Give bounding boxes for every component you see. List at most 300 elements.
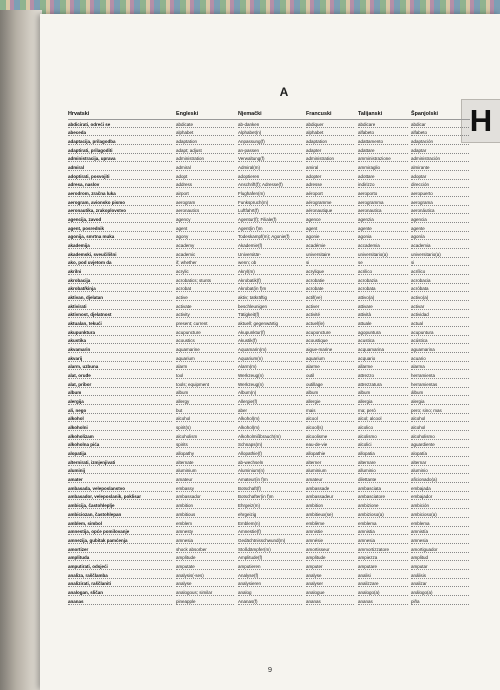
table-row	[68, 328, 470, 337]
cell-croatian: akrobat/kinja	[68, 286, 172, 292]
cell-german: ab-danken	[238, 122, 302, 128]
cell-german: Alphabet(n)	[238, 130, 302, 136]
cell-french: universitaire	[306, 252, 354, 258]
cell-german: Aluminium(n)	[238, 468, 302, 474]
cell-spanish: aeropuerto	[411, 191, 469, 197]
column-header-german: Njemački	[238, 111, 262, 117]
cell-french: amortisseur	[306, 547, 354, 553]
cell-spanish: alcoholismo	[411, 434, 469, 440]
cell-italian: acrobata	[358, 286, 408, 292]
cell-english: allopathy	[176, 451, 234, 457]
cell-english: agency	[176, 217, 234, 223]
cell-croatian: adresa, naslov	[68, 182, 172, 188]
cell-german: Tätigkeit(f)	[238, 312, 302, 318]
cell-croatian: aeronautika, zrakoplovstvo	[68, 208, 172, 214]
table-row	[68, 371, 470, 380]
cell-english: acupuncture	[176, 330, 234, 336]
cell-italian: aeronautica	[358, 208, 408, 214]
cell-croatian: alkoholna pića	[68, 442, 172, 448]
cell-german: Werkzeug(n)	[238, 382, 302, 388]
cell-italian: attrezzo	[358, 373, 408, 379]
cell-spanish: ambición	[411, 503, 469, 509]
cell-spanish: academia	[411, 243, 469, 249]
cell-croatian: aktivnost, djelatnost	[68, 312, 172, 318]
cell-french: allergie	[306, 399, 354, 405]
cell-french: amiral	[306, 165, 354, 171]
table-row	[68, 467, 470, 476]
table-row	[68, 562, 470, 571]
table-row	[68, 337, 470, 346]
cell-english: alternate	[176, 460, 234, 466]
table-row	[68, 510, 470, 519]
cell-french: actuel(le)	[306, 321, 354, 327]
cell-english: acrobat	[176, 286, 234, 292]
cell-german: Anpassung(f)	[238, 139, 302, 145]
cell-croatian: akvarij	[68, 356, 172, 362]
cell-croatian: aktivirati	[68, 304, 172, 310]
cell-german: Botschafter(in f)m	[238, 494, 302, 500]
cell-spanish: alcohol	[411, 425, 469, 431]
cell-italian: allergia	[358, 399, 408, 405]
cell-spanish: alopatía	[411, 451, 469, 457]
cell-french: aéronautique	[306, 208, 354, 214]
cell-italian: ambasciatore	[358, 494, 408, 500]
cell-spanish: embajada	[411, 486, 469, 492]
cell-spanish: acuario	[411, 356, 469, 362]
cell-croatian: ambasador, veleposlanik, poklisar	[68, 494, 172, 500]
cell-german: beschleunigen	[238, 304, 302, 310]
table-row	[68, 345, 470, 354]
cell-croatian: admiral	[68, 165, 172, 171]
cell-italian: acquario	[358, 356, 408, 362]
cell-french: adaptation	[306, 139, 354, 145]
cell-german: Admiral(m)	[238, 165, 302, 171]
cell-german: aktiv; tatkräftig	[238, 295, 302, 301]
cell-italian: abdicare	[358, 122, 408, 128]
cell-english: acrylic	[176, 269, 234, 275]
cell-french: acuponcture	[306, 330, 354, 336]
cell-french: emblème	[306, 521, 354, 527]
cell-spanish: análogo(a)	[411, 590, 469, 596]
cell-english: airport	[176, 191, 234, 197]
table-row	[68, 354, 470, 363]
cell-german: Akrobatik(f)	[238, 278, 302, 284]
cell-english: album	[176, 390, 234, 396]
cell-italian: agopuntura	[358, 330, 408, 336]
cell-italian: aeroporto	[358, 191, 408, 197]
cell-croatian: amplituda	[68, 555, 172, 561]
cell-french: actif(ve)	[306, 295, 354, 301]
cell-italian: attività	[358, 312, 408, 318]
cell-french: aquarium	[306, 356, 354, 362]
cell-english: adapt; adjust	[176, 148, 234, 154]
cell-italian: allopatia	[358, 451, 408, 457]
cell-english: ambition	[176, 503, 234, 509]
column-header-italian: Talijanski	[358, 111, 383, 117]
cell-croatian: akvamarin	[68, 347, 172, 353]
cell-french: acrylique	[306, 269, 354, 275]
cell-spanish: adaptar	[411, 148, 469, 154]
cell-german: Werkzeug(n)	[238, 373, 302, 379]
cell-italian: amministrazione	[358, 156, 408, 162]
cell-french: outillage	[306, 382, 354, 388]
column-header-english: Engleski	[176, 111, 199, 117]
cell-german: Ananas(f)	[238, 599, 302, 605]
table-row	[68, 120, 470, 129]
table-row	[68, 588, 470, 597]
cell-croatian: akademski, sveučilišni	[68, 252, 172, 258]
cell-english: agent	[176, 226, 234, 232]
cell-italian: agonia	[358, 234, 408, 240]
cell-french: activité	[306, 312, 354, 318]
cell-croatian: alkoholizam	[68, 434, 172, 440]
cell-french: acoustique	[306, 338, 354, 344]
cell-french: alcool	[306, 416, 354, 422]
table-row	[68, 432, 470, 441]
cell-croatian: adaptirati, prilagoditi	[68, 148, 172, 154]
cell-german: Akademie(f)	[238, 243, 302, 249]
cell-spanish: acupuntura	[411, 330, 469, 336]
table-row	[68, 484, 470, 493]
cell-spanish: herramienta	[411, 373, 469, 379]
cell-english: adopt	[176, 174, 234, 180]
cell-german: Amplitude(f)	[238, 555, 302, 561]
table-row	[68, 285, 470, 294]
cell-german: Akrobat(in f)m	[238, 286, 302, 292]
cell-italian: accademia	[358, 243, 408, 249]
cell-italian: alternare	[358, 460, 408, 466]
dictionary-page	[40, 14, 500, 690]
cell-spanish: pero; sino; mas	[411, 408, 469, 414]
cell-english: present; current	[176, 321, 234, 327]
cell-spanish: agonía	[411, 234, 469, 240]
cell-english: adaptation	[176, 139, 234, 145]
cell-italian: alcolismo	[358, 434, 408, 440]
cell-italian: acustica	[358, 338, 408, 344]
cell-spanish: herramientas	[411, 382, 469, 388]
cell-english: allergy	[176, 399, 234, 405]
table-row	[68, 224, 470, 233]
table-row	[68, 293, 470, 302]
table-row	[68, 215, 470, 224]
cell-croatian: alkohol	[68, 416, 172, 422]
cell-english: aquamarine	[176, 347, 234, 353]
table-row	[68, 493, 470, 502]
cell-spanish: actividad	[411, 312, 469, 318]
section-letter-heading: A	[279, 85, 289, 99]
cell-croatian: aktualan, tekući	[68, 321, 172, 327]
cell-german: wenn; ob	[238, 260, 302, 266]
cell-german: aber	[238, 408, 302, 414]
cell-spanish: universitario(a)	[411, 252, 469, 258]
cell-croatian: amnestija, opće pomilovanje	[68, 529, 172, 535]
cell-italian: ampiezza	[358, 555, 408, 561]
cell-english: administration	[176, 156, 234, 162]
column-header-french: Francuski	[306, 111, 332, 117]
cell-spanish: adaptación	[411, 139, 469, 145]
cell-italian: dilettante	[358, 477, 408, 483]
cell-spanish: almirante	[411, 165, 469, 171]
cell-spanish: ambicioso(a)	[411, 512, 469, 518]
table-row	[68, 424, 470, 433]
cell-german: amputieren	[238, 564, 302, 570]
cell-spanish: si	[411, 260, 469, 266]
cell-spanish: aeronáutica	[411, 208, 469, 214]
cell-italian: attivo(a)	[358, 295, 408, 301]
cell-croatian: abeceda	[68, 130, 172, 136]
column-header-croatian: Hrvatski	[68, 111, 90, 117]
table-row	[68, 189, 470, 198]
cell-spanish: abdicar	[411, 122, 469, 128]
cell-spanish: amortiguador	[411, 547, 469, 553]
cell-spanish: analizar	[411, 581, 469, 587]
cell-french: eau-de-vie	[306, 442, 354, 448]
thumb-index-letter: H	[469, 103, 493, 138]
cell-english: activate	[176, 304, 234, 310]
cell-english: aeronautics	[176, 208, 234, 214]
cell-english: alphabet	[176, 130, 234, 136]
cell-german: Agent(in f)m	[238, 226, 302, 232]
table-row	[68, 458, 470, 467]
entry-list	[68, 119, 470, 606]
cell-french: ambition	[306, 503, 354, 509]
cell-italian: aerogramma	[358, 200, 408, 206]
cell-french: amputer	[306, 564, 354, 570]
table-row	[68, 198, 470, 207]
cell-english: acoustics	[176, 338, 234, 344]
cell-german: Allergie(f)	[238, 399, 302, 405]
cell-german: Akustik(f)	[238, 338, 302, 344]
cell-french: analogue	[306, 590, 354, 596]
cell-german: an-passen	[238, 148, 302, 154]
cell-italian: attrezzatura	[358, 382, 408, 388]
cell-french: aigue-marine	[306, 347, 354, 353]
cell-italian: agente	[358, 226, 408, 232]
cell-croatian: agonija, smrtna muka	[68, 234, 172, 240]
cell-french: agence	[306, 217, 354, 223]
cell-german: Schnaps(m)	[238, 442, 302, 448]
cell-spanish: embajador	[411, 494, 469, 500]
cell-french: analyse	[306, 573, 354, 579]
column-header-spanish: Španjolski	[411, 111, 438, 117]
cell-croatian: alat, pribor	[68, 382, 172, 388]
cell-italian: alcolico	[358, 425, 408, 431]
cell-german: Emblem(n)	[238, 521, 302, 527]
cell-german: Luftfahrt(f)	[238, 208, 302, 214]
table-row	[68, 233, 470, 242]
table-row	[68, 441, 470, 450]
cell-german: Funkspruch(m)	[238, 200, 302, 206]
cell-german: adoptieren	[238, 174, 302, 180]
cell-croatian: akrilni	[68, 269, 172, 275]
cell-italian: emblema	[358, 521, 408, 527]
cell-english: analyse	[176, 581, 234, 587]
cell-french: mais	[306, 408, 354, 414]
table-row	[68, 406, 470, 415]
cell-english: spirits	[176, 442, 234, 448]
cell-spanish: emblema	[411, 521, 469, 527]
cell-english: activity	[176, 312, 234, 318]
cell-italian: ma; però	[358, 408, 408, 414]
cell-english: but	[176, 408, 234, 414]
cell-french: académie	[306, 243, 354, 249]
cell-german: Gedächtnisschwund(m)	[238, 538, 302, 544]
cell-spanish: alergia	[411, 399, 469, 405]
table-row	[68, 545, 470, 554]
cell-french: amplitude	[306, 555, 354, 561]
cell-french: ananas	[306, 599, 354, 605]
table-row	[68, 363, 470, 372]
cell-spanish: acróbata	[411, 286, 469, 292]
cell-italian: alcol; alcool	[358, 416, 408, 422]
table-row	[68, 181, 470, 190]
table-row	[68, 311, 470, 320]
cell-french: amateur	[306, 477, 354, 483]
cell-croatian: amnezija, gubitak pamćenja	[68, 538, 172, 544]
cell-croatian: akustika	[68, 338, 172, 344]
cell-english: ambassador	[176, 494, 234, 500]
cell-french: alterner	[306, 460, 354, 466]
table-row	[68, 276, 470, 285]
table-row	[68, 554, 470, 563]
cell-spanish: aficionado(a)	[411, 477, 469, 483]
cell-english: emblem	[176, 521, 234, 527]
cell-english: academic	[176, 252, 234, 258]
cell-english: alcoholism	[176, 434, 234, 440]
cell-german: aktuell; gegenwärtig	[238, 321, 302, 327]
cell-italian: acquamarina	[358, 347, 408, 353]
cell-french: ambassade	[306, 486, 354, 492]
cell-french: album	[306, 390, 354, 396]
cell-spanish: alcohol	[411, 416, 469, 422]
cell-english: active	[176, 295, 234, 301]
cell-english: amputate	[176, 564, 234, 570]
cell-croatian: administracija, uprava	[68, 156, 172, 162]
cell-english: admiral	[176, 165, 234, 171]
cell-italian: analogo(a)	[358, 590, 408, 596]
table-row	[68, 389, 470, 398]
cell-french: abdiquer	[306, 122, 354, 128]
table-row	[68, 536, 470, 545]
cell-french: si	[306, 260, 354, 266]
table-row	[68, 163, 470, 172]
cell-french: allopathie	[306, 451, 354, 457]
cell-croatian: akrobacija	[68, 278, 172, 284]
table-row	[68, 302, 470, 311]
cell-english: acrobatics; stunts	[176, 278, 234, 284]
cell-italian: attuale	[358, 321, 408, 327]
cell-spanish: acústica	[411, 338, 469, 344]
cell-italian: alfabeto	[358, 130, 408, 136]
cell-croatian: amputirati, odsjeći	[68, 564, 172, 570]
cell-spanish: amplitud	[411, 555, 469, 561]
table-row	[68, 207, 470, 216]
cell-english: academy	[176, 243, 234, 249]
cell-italian: alluminio	[358, 468, 408, 474]
cell-french: aluminium	[306, 468, 354, 474]
cell-spanish: piña	[411, 599, 469, 605]
cell-french: alphabet	[306, 130, 354, 136]
cell-italian: allarme	[358, 364, 408, 370]
cell-spanish: adoptar	[411, 174, 469, 180]
cell-english: ambitious	[176, 512, 234, 518]
cell-croatian: abdicirati, odreći se	[68, 122, 172, 128]
cell-croatian: ali, nego	[68, 408, 172, 414]
cell-french: amnésie	[306, 538, 354, 544]
cell-english: if; whether	[176, 260, 234, 266]
table-row	[68, 450, 470, 459]
cell-english: analysis(-ses)	[176, 573, 234, 579]
cell-german: Todeskampf(m); Agonie(f)	[238, 234, 302, 240]
cell-spanish: amputar	[411, 564, 469, 570]
cell-croatian: akademija	[68, 243, 172, 249]
cell-english: analogous; similar	[176, 590, 234, 596]
cell-german: ab-wechseln	[238, 460, 302, 466]
cell-english: agony	[176, 234, 234, 240]
table-row	[68, 241, 470, 250]
cell-french: alcool(s)	[306, 425, 354, 431]
cell-german: Alkoholmißbrauch(m)	[238, 434, 302, 440]
cell-italian: alcolici	[358, 442, 408, 448]
cell-german: analysieren	[238, 581, 302, 587]
cell-croatian: album	[68, 390, 172, 396]
cell-italian: amputare	[358, 564, 408, 570]
cell-spanish: aguardiente	[411, 442, 469, 448]
cell-italian: analisi	[358, 573, 408, 579]
cell-italian: adattamento	[358, 139, 408, 145]
table-row	[68, 580, 470, 589]
cell-italian: ammiraglio	[358, 165, 408, 171]
cell-croatian: alopatija	[68, 451, 172, 457]
cell-english: alarm	[176, 364, 234, 370]
cell-spanish: activar	[411, 304, 469, 310]
cell-croatian: alarm, uzbuna	[68, 364, 172, 370]
cell-french: acrobatie	[306, 278, 354, 284]
cell-croatian: analogan, sličan	[68, 590, 172, 596]
cell-spanish: actual	[411, 321, 469, 327]
cell-croatian: adoptirati, posvojiti	[68, 174, 172, 180]
cell-italian: adottare	[358, 174, 408, 180]
cell-english: amateur	[176, 477, 234, 483]
cell-german: Stoßdämpfer(m)	[238, 547, 302, 553]
cell-german: Akupunktur(f)	[238, 330, 302, 336]
cell-spanish: acrobacia	[411, 278, 469, 284]
cell-italian: ammortizzatore	[358, 547, 408, 553]
cell-french: analyser	[306, 581, 354, 587]
table-row	[68, 259, 470, 268]
cell-italian: amnesia	[358, 538, 408, 544]
table-row	[68, 597, 470, 606]
cell-german: Alkohol(m)	[238, 425, 302, 431]
table-row	[68, 476, 470, 485]
cell-english: alcohol	[176, 416, 234, 422]
table-row	[68, 398, 470, 407]
cell-german: Aquamarin(m)	[238, 347, 302, 353]
cell-english: amnesia	[176, 538, 234, 544]
cell-french: agent	[306, 226, 354, 232]
cell-italian: ambizione	[358, 503, 408, 509]
cell-english: aquarium	[176, 356, 234, 362]
cell-italian: attivare	[358, 304, 408, 310]
cell-italian: se	[358, 260, 408, 266]
cell-italian: indirizzo	[358, 182, 408, 188]
cell-italian: ambizioso(a)	[358, 512, 408, 518]
cell-croatian: ambasada, veleposlanstvo	[68, 486, 172, 492]
cell-german: Anschrift(f); Adresse(f)	[238, 182, 302, 188]
cell-german: Amnestie(f)	[238, 529, 302, 535]
table-row	[68, 155, 470, 164]
cell-spanish: agencia	[411, 217, 469, 223]
